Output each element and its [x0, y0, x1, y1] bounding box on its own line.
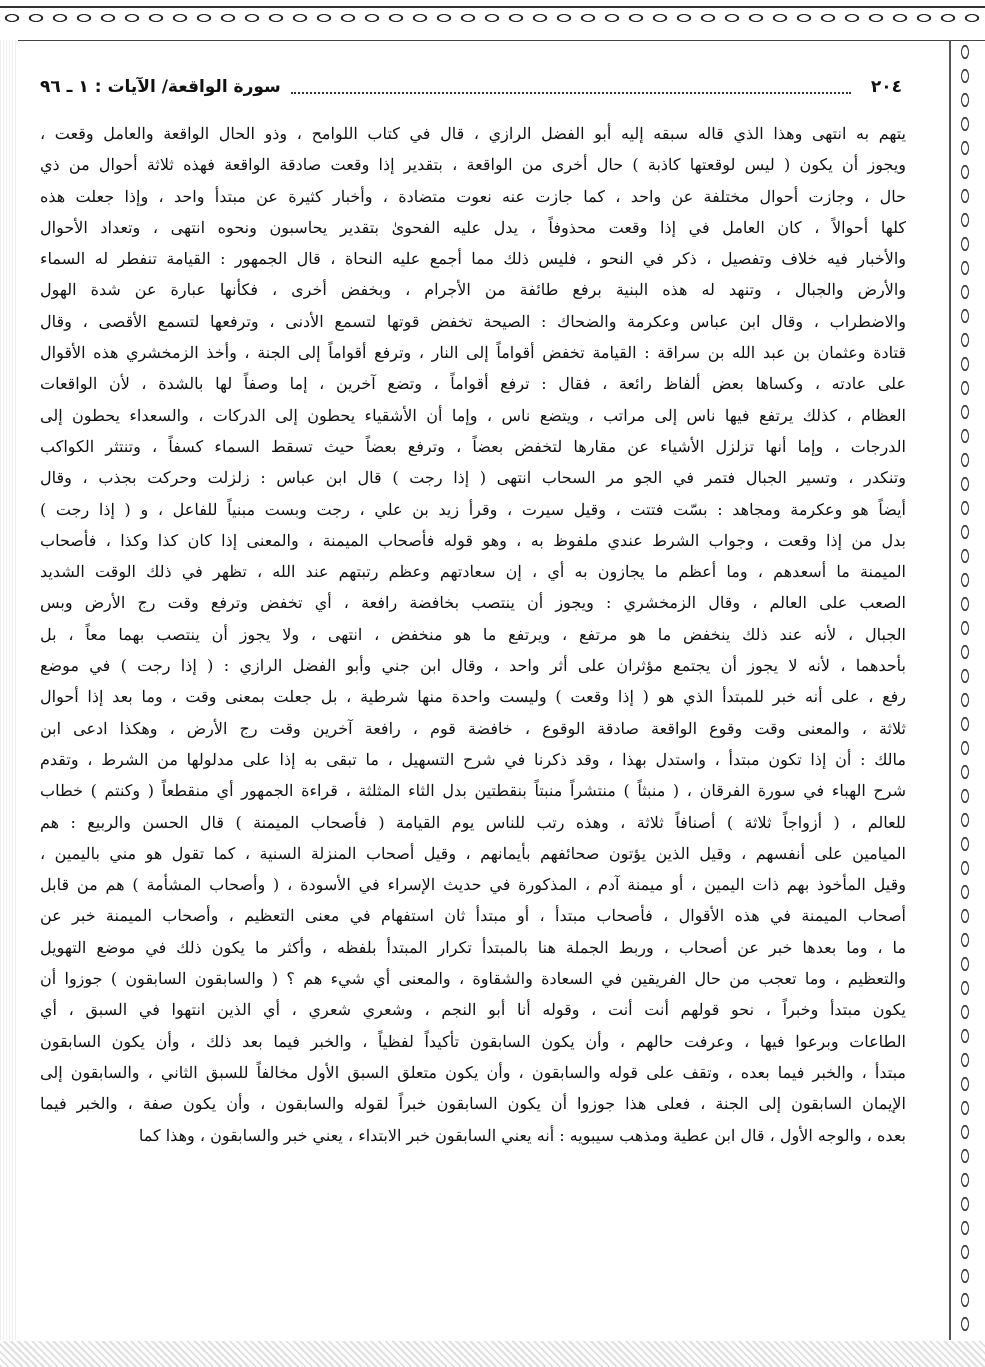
text-line: والتعظيم ، وما تعجب من حال الفريقين في السعادة والشقاوة ، والمعنى أي شيء هم ؟ ( والسابقون السابقون ) جوزوا أن — [40, 969, 906, 989]
text-line: بعده ، والوجه الأول ، قال ابن عطية ومذهب سيبويه : أنه يعني السابقون خبر الابتداء ، يعني خبر والسابقون ، وهذا كما — [138, 1125, 906, 1145]
text-line: وتنكدر ، وتسير الجبال فتمر في الجو مر السحاب انتهى ( إذا رجت ) قال ابن عباس : زلزلت وحركت بجذب ، وقال — [40, 468, 906, 488]
bottom-page-shading — [0, 1341, 985, 1367]
text-line: للعالم ، ( أزواجاً ثلاثة ) أصنافاً ثلاثة ، وهذه رتب للناس يوم القيامة ( فأصحاب الميمنة ) قال الحسن والربيع : هم — [40, 812, 906, 832]
text-line: وقيل المأخوذ بهم ذات اليمين ، أو ميمنة آدم ، المذكورة في حديث الإسراء في الأسودة ، ( وأصحاب المشأمة ) هم من قابل — [40, 875, 906, 895]
dotted-leader — [291, 80, 851, 94]
text-line: مبتدأ ، والخبر فيما بعده ، وتقف على قوله والسابقون ، وأن يكون متعلق السبق الأول مخالفاً للسبق الثاني ، والسابقون إلى — [40, 1062, 906, 1082]
text-line: والأخبار فيه خلاف وتفصيل ، ذكر في النحو ، فليس ذلك مما أجمع عليه النحاة ، قال الجمهور : القيامة تنفطر له السماء — [40, 249, 906, 269]
body-text — [40, 118, 906, 1343]
text-line: والاضطراب ، وقال ابن عباس وعكرمة والضحاك : الصيحة تخفض قوتها لتسمع الأدنى ، وترفعها لتسمع الأقصى ، وقال — [40, 311, 906, 331]
text-line: الدرجات ، وإما أنها تزلزل الأشياء عن مقارها لتخفض بعضاً ، وترفع بعضاً حيث تسقط السماء كسفاً ، وتنتثر الكواكب — [40, 436, 906, 456]
text-line: قتادة وعثمان بن عبد الله بن سراقة : القيامة تخفض أقواماً إلى النار ، وترفع أقواماً إلى الجنة ، وأخذ الزمخشري هذه الأقوال — [40, 343, 906, 363]
text-line: ما ، وما بعدها خبر عن أصحاب ، وربط الجملة هنا بالمبتدأ تكرار المبتدأ بلفظه ، وأكثر ما يكون ذلك في موضع التهويل — [40, 937, 906, 957]
text-line: على عادته ، وكساها بعض ألفاظ رائعة ، فقال : ترفع أقواماً ، وتضع آخرين ، إما وصفاً لها بالشدة ، لأن الواقعات — [40, 374, 906, 394]
text-line: حال ، وجازت أحوال مختلفة عن واحد ، كما جازت عنه نعوت متضادة ، وأخبار كثيرة عن مبتدأ واحد ، وإذا جعلت هذه — [40, 186, 906, 206]
text-line: ويجوز أن يكون ( ليس لوقعتها كاذبة ) حال أخرى من الواقعة ، بتقدير إذا وقعت صادقة الواقعة فهذه ثلاثة أحوال من ذي — [40, 155, 906, 175]
text-line: بأحدهما ، لأنه لا يجوز أن يجتمع مؤثران على أثر واحد ، وقال ابن جني وأبو الفضل الرازي : ( إذا رجت ) في موضع — [40, 656, 906, 676]
text-line: والأرض والجبال ، وتنهد له هذه البنية برفع طائفة من الأجرام ، وبخفض أخرى ، فكأنها عبارة عن شدة الهول — [40, 280, 906, 300]
page-header — [40, 72, 902, 102]
text-line: كلها أحوالاً ، كان العامل في إذا وقعت محذوفاً ، يدل عليه الفحوىٰ بتقدير يحاسبون ونحوه انتهى ، وتعداد الأحوال — [40, 217, 906, 237]
right-ornamental-border — [945, 40, 985, 1340]
text-line: مالك : أن إذا تكون مبتدأ ، واستدل بهذا ، وقد ذكرنا في شرح التسهيل ، ما تبقى به إذا على مدلولها من الشرط ، وتقدم — [40, 749, 906, 769]
text-line: الإيمان السابقون إلى الجنة ، فعلى هذا جوزوا أن يكون السابقون خبراً لقوله والسابقون ، وأن يكون صفة ، والخبر فيما — [40, 1094, 906, 1114]
surah-title: سورة الواقعة/ الآيات : ١ ـ ٩٦ — [40, 77, 281, 97]
text-line: الميامين على أنفسهم ، وقيل الذين يؤتون صحائفهم بأيمانهم ، وقيل أصحاب المنزلة السنية ، كما تقول هو مني باليمين ، — [40, 843, 906, 863]
text-line: الطاعات وبرعوا فيها ، وعرفت حالهم ، وأن يكون السابقون تأكيداً لفظياً ، والخبر فيما بعد ذلك ، وأن يكون السابقون — [40, 1031, 906, 1051]
text-line: العظام ، كذلك يرتفع فيها ناس إلى مراتب ، ويتضع ناس ، وإما أن الأشقياء يحطون إلى الدركات ، والسعداء يحطون إلى — [40, 405, 906, 425]
text-line: يكون مبتدأ وخبراً ، نحو قولهم أنت أنت ، وقوله أنا أبو النجم ، وشعري شعري ، أي الذين انتهوا في السبق ، أي — [40, 1000, 906, 1020]
text-line: شرح الهباء في سورة الفرقان ، ( منبثاً ) منتشراً منبتاً بنقطتين بدل الثاء المثلثة ، قراءة الجمهور أي منقطعاً ( وكنتم ) خطاب — [40, 781, 906, 801]
text-line: ثلاثة ، والمعنى وقت وقوع الواقعة صادقة الوقوع ، خافضة قوم ، رافعة آخرين وقت رج الأرض ، وهكذا ادعى ابن — [40, 718, 906, 738]
text-line: يتهم به انتهى وهذا الذي قاله سبقه إليه أبو الفضل الرازي ، قال في كتاب اللوامح ، وذو الحال الواقعة والعامل وقعت ، — [40, 124, 906, 143]
left-page-shading — [0, 40, 18, 1340]
text-line: الميمنة ما أسعدهم ، وما أعظم ما يجازون به أي ، إن سعادتهم وعظم رتبتهم عند الله ، تظهر في ذلك الوقت الشديد — [40, 562, 906, 582]
text-line: رفع ، على أنه خبر للمبتدأ الذي هو ( إذا وقعت ) وليست واحدة منها شرطية ، بل جعلت بمعنى وقت ، وما بعد إذا أحوال — [40, 687, 906, 707]
text-line: أصحاب الميمنة في هذه الأقوال ، فأصحاب مبتدأ ، أو مبتدأ ثان استفهام في معنى التعظيم ، وأصحاب الميمنة خبر عن — [40, 906, 906, 926]
right-border-rule — [949, 40, 951, 1340]
text-line: بدل من إذا وقعت ، وجواب الشرط عندي ملفوظ به ، وهو قوله فأصحاب الميمنة ، والمعنى إذا كان كذا وكذا ، فأصحاب — [40, 530, 906, 550]
page-number: ٢٠٤ — [870, 77, 902, 97]
text-line: الصعب على العالم ، وقال الزمخشري : ويجوز أن ينتصب بخافضة رافعة ، أي تخفض وترفع وقت رج الأرض وبس — [40, 593, 906, 613]
text-line: الجبال ، لأنه عند ذلك ينخفض ما هو مرتفع ، ويرتفع ما هو منخفض ، انتهى ، ولا يجوز أن ينتصب بهما معاً ، بل — [40, 624, 906, 644]
text-line: أيضاً هو وعكرمة ومجاهد : بسّت فتتت ، وقيل سيرت ، وقرأ زيد بن علي ، رجت وبست مبنياً للفاعل ، و ( إذا رجت ) — [40, 499, 906, 519]
top-ornamental-border — [0, 0, 985, 41]
